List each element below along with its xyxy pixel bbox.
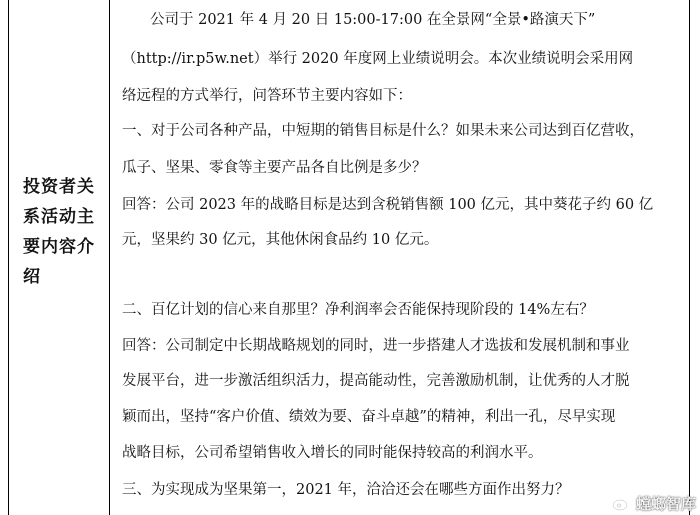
question-line: 瓜子、坚果、零食等主要产品各自比例是多少？ xyxy=(122,160,427,176)
section-label-line: 系活动主 xyxy=(23,207,95,227)
watermark xyxy=(612,491,696,515)
answer-line: 发展平台，进一步激活组织活力，提高能动性，完善激励机制，让优秀的人才脱 xyxy=(122,373,630,389)
answer-line: 回答：公司制定中长期战略规划的同时，进一步搭建人才选拔和发展机制和事业 xyxy=(122,338,630,354)
section-label-line: 投资者关 xyxy=(23,177,95,197)
weibo-icon xyxy=(612,495,632,511)
answer-line: 回答：公司 2023 年的战略目标是达到含税销售额 100 亿元，其中葵花子约 60 亿 xyxy=(122,197,654,213)
section-label xyxy=(23,172,103,292)
question-line: 二、百亿计划的信心来自那里？净利润率会否能保持现阶段的 14%左右？ xyxy=(122,302,594,318)
paragraph-line: （http://ir.p5w.net）举行 2020 年度网上业绩说明会。本次业绩说明会采用网 xyxy=(122,51,634,67)
paragraph-line: 公司于 2021 年 4 月 20 日 15:00-17:00 在全景网“全景•路演天下” xyxy=(150,12,596,28)
document-table xyxy=(8,0,690,515)
answer-line: 战略目标，公司希望销售收入增长的同时能保持较高的利润水平。 xyxy=(122,445,543,461)
watermark-text: 螳螂智库 xyxy=(635,494,696,513)
section-label-line: 绍 xyxy=(23,267,41,287)
section-label-line: 要内容介 xyxy=(23,237,95,257)
question-line: 三、为实现成为坚果第一，2021 年，洽洽还会在哪些方面作出努力？ xyxy=(122,482,570,498)
content-cell xyxy=(110,0,689,515)
label-cell xyxy=(9,0,110,515)
answer-line: 颖而出，坚持“客户价值、绩效为要、奋斗卓越”的精神，利出一孔，尽早实现 xyxy=(122,409,616,425)
question-line: 一、对于公司各种产品，中短期的销售目标是什么？如果未来公司达到百亿营收， xyxy=(122,123,644,139)
paragraph-line: 络远程的方式举行，问答环节主要内容如下： xyxy=(122,88,412,104)
answer-line: 元，坚果约 30 亿元，其他休闲食品约 10 亿元。 xyxy=(122,232,439,248)
